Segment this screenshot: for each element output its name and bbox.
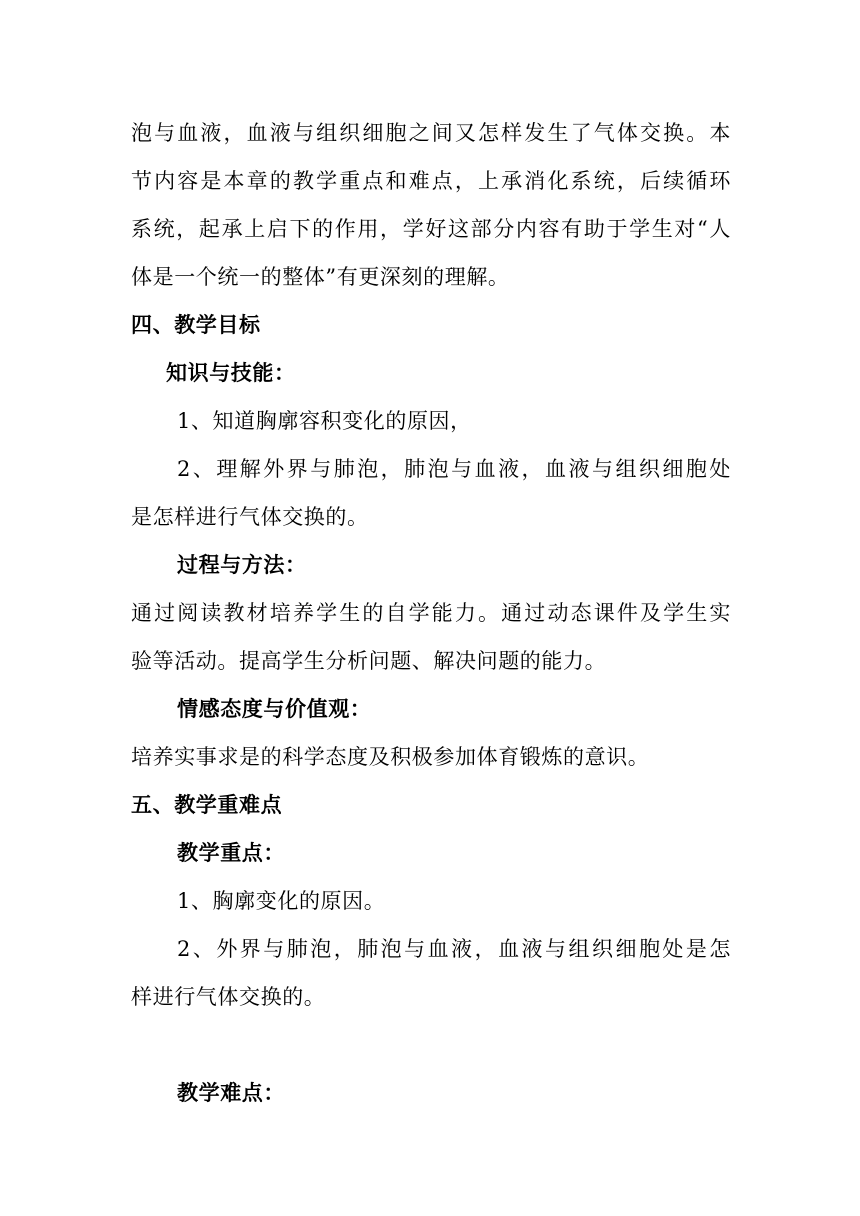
intro-line-3: 系统，起承上启下的作用，学好这部分内容有助于学生对“人 [131,217,731,241]
key-item-1: 1、胸廓变化的原因。 [177,889,386,913]
section-heading-objectives: 四、教学目标 [131,312,261,337]
knowledge-item-2-line-1: 2、理解外界与肺泡，肺泡与血液，血液与组织细胞处 [177,457,731,481]
knowledge-item-2-line-2: 是怎样进行气体交换的。 [131,505,369,529]
key-item-2-line-2: 样进行气体交换的。 [131,985,326,1009]
emotion-line: 培养实事求是的科学态度及积极参加体育锻炼的意识。 [131,745,650,769]
knowledge-item-1: 1、知道胸廓容积变化的原因， [177,409,472,433]
section-heading-key-difficult: 五、教学重难点 [131,792,283,817]
intro-line-1: 泡与血液，血液与组织细胞之间又怎样发生了气体交换。本 [131,121,731,145]
subheading-key-points: 教学重点： [177,840,285,865]
process-line-1: 通过阅读教材培养学生的自学能力。通过动态课件及学生实 [131,601,731,625]
process-line-2: 验等活动。提高学生分析问题、解决问题的能力。 [131,649,607,673]
subheading-emotion: 情感态度与价值观： [177,696,372,721]
subheading-difficult-points: 教学难点： [177,1080,285,1105]
intro-line-4: 体是一个统一的整体”有更深刻的理解。 [131,265,510,289]
intro-line-2: 节内容是本章的教学重点和难点，上承消化系统，后续循环 [131,169,731,193]
key-item-2-line-1: 2、外界与肺泡，肺泡与血液，血液与组织细胞处是怎 [177,937,731,961]
subheading-knowledge: 知识与技能： [166,360,296,385]
subheading-process: 过程与方法： [177,552,307,577]
